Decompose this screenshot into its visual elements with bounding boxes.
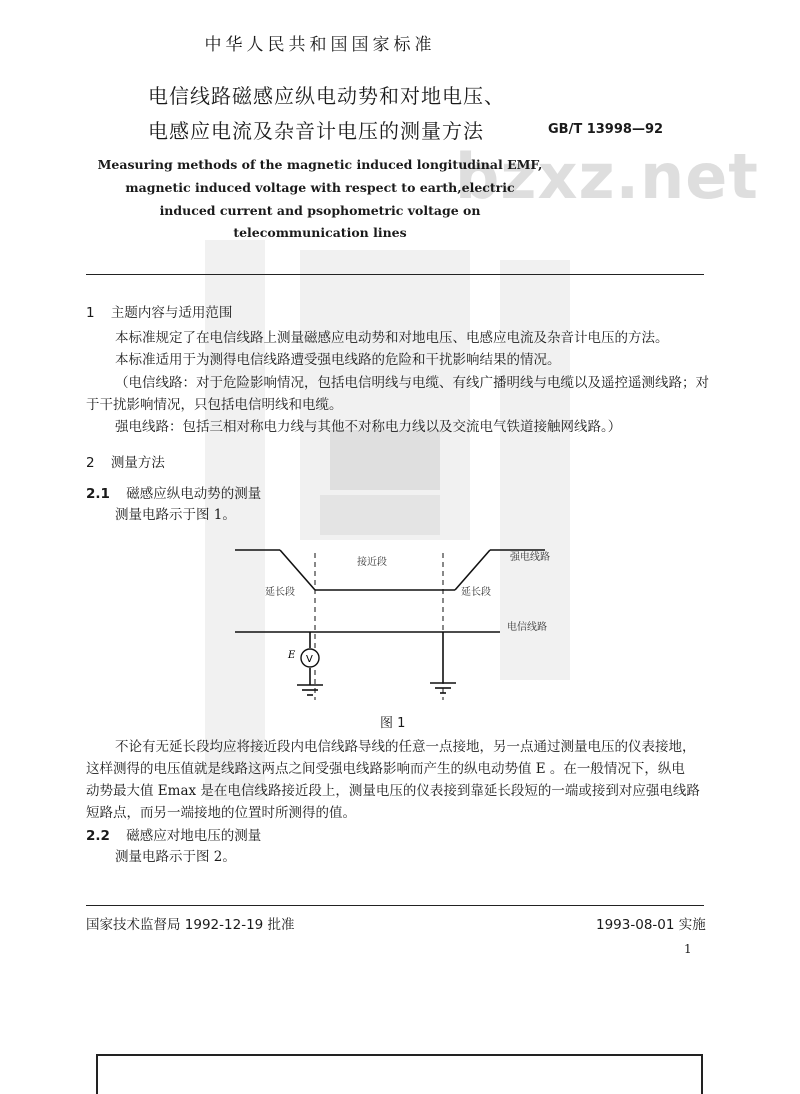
extension-right-label: 延长段 [461, 587, 491, 598]
power-line-right-slope [455, 550, 490, 590]
subsection-2-1-title: 磁感应纵电动势的测量 [126, 486, 262, 502]
watermark-text: bzxz.net [455, 140, 759, 213]
section1-title: 主题内容与适用范围 [110, 305, 233, 321]
section1-paragraph1: 本标准规定了在电信线路上测量磁感应电动势和对地电压、电感应电流及杂音计电压的方法。 [115, 330, 669, 346]
section1-paragraph3-line2: 于干扰影响情况，只包括电信明线和电缆。 [86, 397, 343, 413]
telecom-line-label: 电信线路 [507, 622, 547, 633]
subsection-2-2-number: 2.2 [86, 828, 110, 844]
section2-heading [86, 451, 165, 471]
section1-paragraph4: 强电线路：包括三相对称电力线与其他不对称电力线以及交流电气铁道接触网线路。） [115, 419, 622, 435]
watermark-shape-4 [330, 430, 440, 490]
approval-date: 国家技术监督局 1992-12-19 批准 [86, 917, 295, 933]
section1-heading [86, 301, 232, 321]
subsection-2-1-paragraph: 测量电路示于图 1。 [115, 507, 236, 523]
section1-paragraph3-line1: （电信线路：对于危险影响情况，包括电信明线与电缆、有线广播明线与电缆以及遥控遥测线路；对 [115, 375, 709, 391]
voltmeter-label: V [306, 654, 313, 665]
paragraph-after-figure-line3: 动势最大值 Emax 是在电信线路接近段上，测量电压的仪表接到靠延长段短的一端或接到对应强电线路 [86, 783, 700, 799]
page-number: 1 [684, 942, 692, 956]
section1-paragraph2: 本标准适用于为测得电信线路遭受强电线路的危险和干扰影响结果的情况。 [115, 352, 561, 368]
figure-1-caption: 图 1 [380, 716, 406, 731]
section2-number: 2 [86, 455, 95, 471]
subsection-2-1-heading [86, 482, 261, 502]
next-page-frame-edge [96, 1054, 703, 1094]
watermark-shape-5 [320, 495, 440, 535]
footer-rule [86, 905, 704, 906]
power-line-left-slope [280, 550, 315, 590]
header-rule [86, 274, 704, 275]
section1-number: 1 [86, 305, 95, 321]
title-cn-line2: 电感应电流及杂音计电压的测量方法 [148, 119, 484, 143]
extension-left-label: 延长段 [265, 587, 295, 598]
paragraph-after-figure-line1: 不论有无延长段均应将接近段内电信线路导线的任意一点接地，另一点通过测量电压的仪表接地， [115, 739, 696, 755]
title-en-line2: magnetic induced voltage with respect to earth,electric [125, 180, 515, 195]
approach-section-label: 接近段 [357, 557, 387, 568]
subsection-2-2-paragraph: 测量电路示于图 2。 [115, 849, 236, 865]
title-en-line4: telecommunication lines [233, 225, 407, 240]
section2-title: 测量方法 [110, 455, 165, 471]
figure-1-diagram [225, 545, 565, 705]
implementation-date: 1993-08-01 实施 [596, 917, 706, 933]
title-en-line3: induced current and psophometric voltage on [159, 203, 481, 218]
standard-number: GB/T 13998—92 [548, 122, 664, 137]
national-standard-heading: 中华人民共和国国家标准 [204, 35, 436, 55]
subsection-2-2-heading [86, 824, 261, 844]
subsection-2-1-number: 2.1 [86, 486, 110, 502]
paragraph-after-figure-line4: 短路点，而另一端接地的位置时所测得的值。 [86, 805, 356, 821]
subsection-2-2-title: 磁感应对地电压的测量 [126, 828, 262, 844]
power-line-label: 强电线路 [510, 552, 550, 563]
emf-label: E [288, 650, 296, 661]
title-en-line1: Measuring methods of the magnetic induced longitudinal EMF, [97, 157, 543, 172]
paragraph-after-figure-line2: 这样测得的电压值就是线路这两点之间受强电线路影响而产生的纵电动势值 E 。在一般情况下，纵电 [86, 761, 685, 777]
title-cn-line1: 电信线路磁感应纵电动势和对地电压、 [148, 84, 505, 108]
